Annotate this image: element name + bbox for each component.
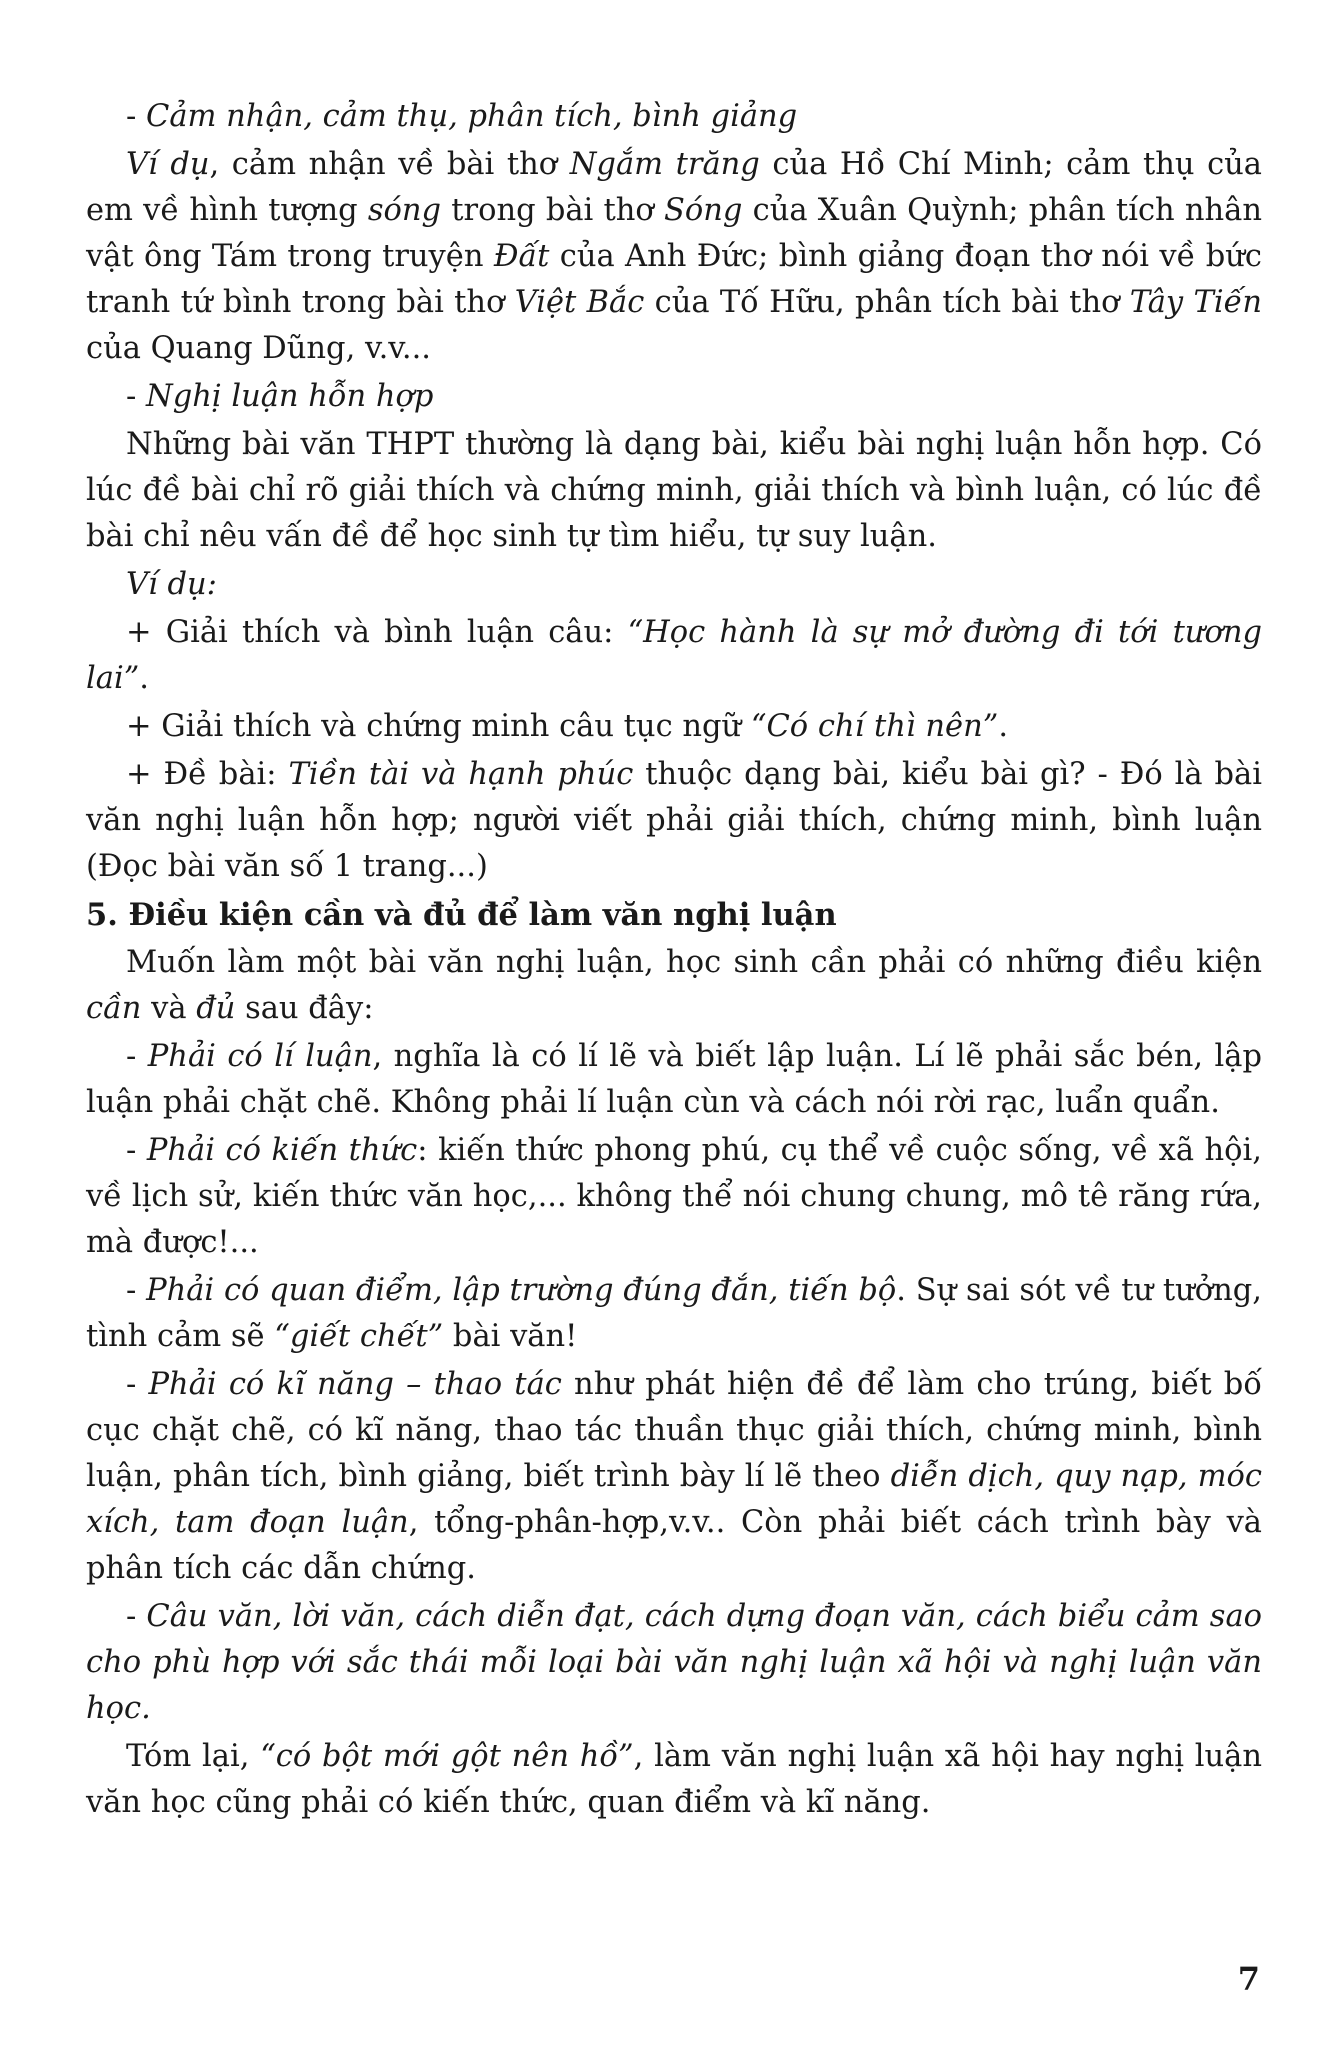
paragraph xyxy=(86,94,1262,140)
text-run: bài văn! xyxy=(443,1319,578,1354)
paragraph xyxy=(86,142,1262,372)
paragraph xyxy=(86,610,1262,702)
text-run: như phát hiện đề để làm cho trúng, biết bố cục chặt chẽ, có kĩ năng, thao tác thuần thục giải thích, chứng minh, bình luận, phân tích, bình giảng, biết trình bày lí lẽ theo xyxy=(86,1367,1262,1494)
italic-text: đủ xyxy=(196,991,236,1026)
paragraph xyxy=(86,374,1262,420)
italic-text: cần xyxy=(86,991,142,1026)
text-run: + Giải thích và chứng minh câu tục ngữ xyxy=(126,709,751,744)
italic-text: “Có chí thì nên” xyxy=(750,709,999,744)
italic-text: Tây Tiến xyxy=(1129,285,1262,320)
text-run: , nghĩa là có lí lẽ và biết lập luận. Lí lẽ phải sắc bén, lập luận phải chặt chẽ. Không phải lí luận cùn và cách nói rời rạc, luẩn quẩn. xyxy=(86,1039,1262,1120)
paragraph xyxy=(86,940,1262,1032)
italic-text: Cảm nhận, cảm thụ, phân tích, bình giảng xyxy=(146,99,798,134)
text-run: - xyxy=(126,1599,147,1634)
italic-text: Đất xyxy=(493,239,550,274)
text-run: Tóm lại, xyxy=(126,1739,261,1774)
paragraph xyxy=(86,1034,1262,1126)
text-run: của Tố Hữu, phân tích bài thơ xyxy=(644,285,1130,320)
italic-text: sóng xyxy=(367,193,442,228)
text-run: - xyxy=(126,1273,147,1308)
page-number: 7 xyxy=(1237,1960,1260,1998)
italic-text: Ví dụ xyxy=(126,147,210,182)
italic-text: Câu văn, lời văn, cách diễn đạt, cách dựng đoạn văn, cách biểu cảm sao cho phù hợp với sắc thái mỗi loại bài văn nghị luận xã hội và nghị luận văn học. xyxy=(86,1599,1262,1726)
paragraph xyxy=(86,752,1262,890)
text-run: - xyxy=(126,1367,149,1402)
paragraph xyxy=(86,1734,1262,1826)
italic-text: Phải có kĩ năng – thao tác xyxy=(148,1367,562,1402)
text-run: của Hồ Chí Minh; cảm thụ của em về hình tượng xyxy=(86,147,1262,228)
text-run: , làm văn nghị luận xã hội hay nghị luận văn học cũng phải có kiến thức, quan điểm và kĩ năng. xyxy=(86,1739,1262,1820)
paragraph xyxy=(86,562,1262,608)
italic-text: Ngắm trăng xyxy=(569,147,760,182)
text-run: và xyxy=(141,991,197,1026)
text-run: , cảm nhận về bài thơ xyxy=(209,147,570,182)
italic-text: Phải có lí luận xyxy=(147,1039,373,1074)
text-run: sau đây: xyxy=(235,991,374,1026)
italic-text: “có bột mới gột nên hồ” xyxy=(260,1739,634,1774)
text-run: của Anh Đức; bình giảng đoạn thơ nói về bức tranh tứ bình trong bài thơ xyxy=(86,239,1263,320)
paragraph xyxy=(86,1594,1262,1732)
text-run: : kiến thức phong phú, cụ thể về cuộc sống, về xã hội, về lịch sử, kiến thức văn học,... không thể nói chung chung, mô tê răng rứa, mà được!... xyxy=(86,1133,1262,1260)
text-run: + Đề bài: xyxy=(126,757,289,792)
paragraph xyxy=(86,1362,1262,1592)
text-run: - xyxy=(126,1133,147,1168)
italic-text: Việt Bắc xyxy=(514,285,645,320)
italic-text: Phải có kiến thức xyxy=(146,1133,418,1168)
text-run: , tổng-phân-hợp,v.v.. Còn phải biết cách trình bày và phân tích các dẫn chứng. xyxy=(86,1505,1262,1586)
italic-text: Sóng xyxy=(663,193,743,228)
paragraph xyxy=(86,422,1262,560)
italic-text: Phải có quan điểm, lập trường đúng đắn, tiến bộ xyxy=(146,1273,897,1308)
text-run: thuộc dạng bài, kiểu bài gì? - Đó là bài văn nghị luận hỗn hợp; người viết phải giải thích, chứng minh, bình luận (Đọc bài văn số 1 trang...) xyxy=(86,757,1262,884)
page-body xyxy=(86,94,1262,1828)
text-run: - xyxy=(126,99,147,134)
text-run: . xyxy=(139,661,149,696)
text-run: - xyxy=(126,379,147,414)
paragraph xyxy=(86,704,1262,750)
text-run: Những bài văn THPT thường là dạng bài, kiểu bài nghị luận hỗn hợp. Có lúc đề bài chỉ rõ giải thích và chứng minh, giải thích và bình luận, có lúc đề bài chỉ nêu vấn đề để học sinh tự tìm hiểu, tự suy luận. xyxy=(86,427,1262,554)
section-heading xyxy=(86,892,1262,938)
text-run: - xyxy=(126,1039,148,1074)
italic-text: diễn dịch, quy nạp, móc xích, tam đoạn luận xyxy=(86,1459,1262,1540)
text-run: của Quang Dũng, v.v... xyxy=(86,331,431,366)
text-run: . Sự sai sót về tư tưởng, tình cảm sẽ xyxy=(86,1273,1262,1354)
italic-text: Ví dụ: xyxy=(126,567,217,602)
text-run: trong bài thơ xyxy=(441,193,664,228)
text-run: 5. Điều kiện cần và đủ để làm văn nghị luận xyxy=(86,897,837,933)
italic-text: Tiền tài và hạnh phúc xyxy=(288,757,634,792)
italic-text: “giết chết” xyxy=(274,1319,444,1354)
italic-text: “Học hành là sự mở đường đi tới tương lai” xyxy=(86,615,1263,696)
text-run: của Xuân Quỳnh; phân tích nhân vật ông Tám trong truyện xyxy=(86,193,1262,274)
text-run: + Giải thích và bình luận câu: xyxy=(126,615,628,650)
text-run: . xyxy=(998,709,1009,744)
text-run: Muốn làm một bài văn nghị luận, học sinh cần phải có những điều kiện xyxy=(126,945,1262,980)
paragraph xyxy=(86,1268,1262,1360)
italic-text: Nghị luận hỗn hợp xyxy=(146,379,434,414)
paragraph xyxy=(86,1128,1262,1266)
